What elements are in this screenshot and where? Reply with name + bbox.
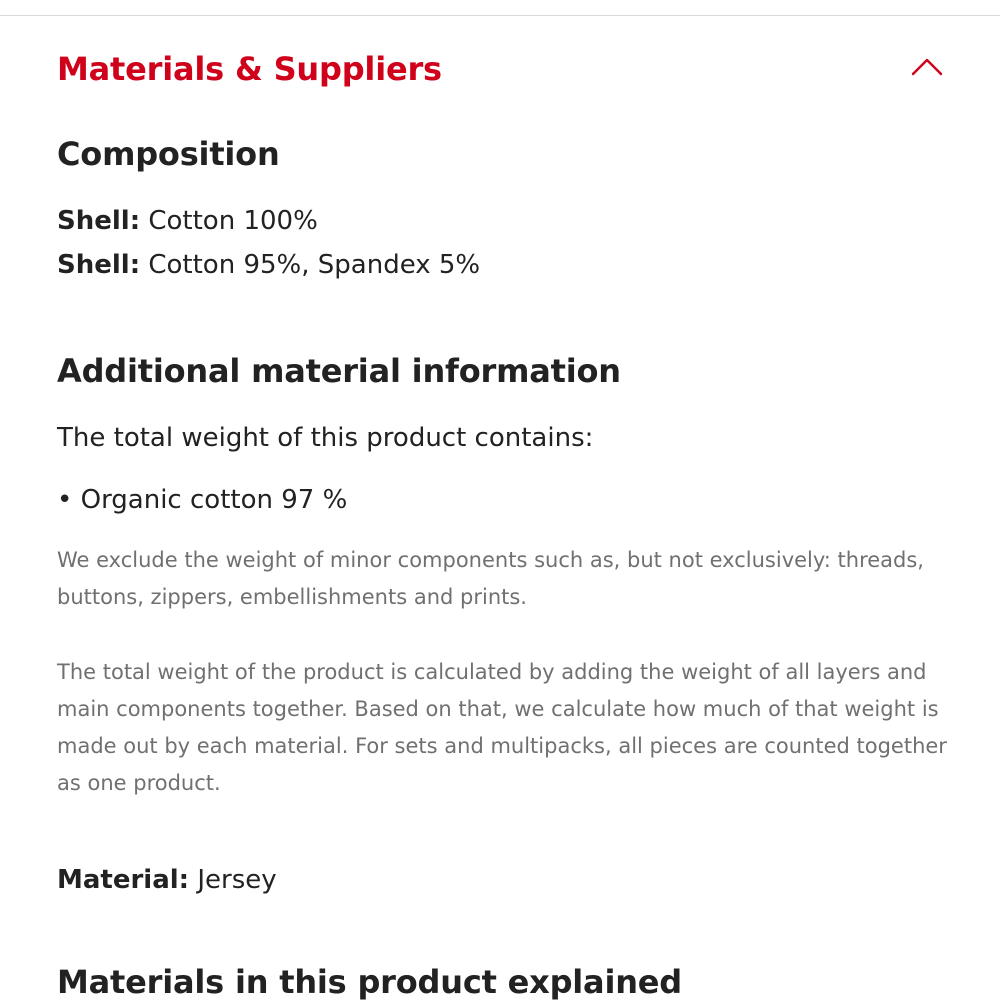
composition-heading: Composition — [57, 135, 280, 173]
material-value: Jersey — [197, 865, 277, 895]
material-label: Material: — [57, 865, 190, 895]
chevron-up-icon[interactable] — [909, 54, 945, 78]
weight-calculation-note: The total weight of the product is calculated by adding the weight of all layers and main components together. Based on that, we calculate how much of that weight is made out by each material. For sets and multipacks, all pieces are counted together as one product. — [57, 660, 947, 795]
weight-intro-text: The total weight of this product contains: — [57, 423, 594, 453]
composition-label: Shell: — [57, 250, 141, 280]
additional-material-heading: Additional material information — [57, 352, 621, 390]
organic-cotton-bullet: • Organic cotton 97 % — [57, 485, 348, 515]
accordion-title: Materials & Suppliers — [57, 50, 442, 88]
composition-value: Cotton 95%, Spandex 5% — [148, 250, 481, 280]
materials-suppliers-accordion-header[interactable] — [0, 40, 1000, 104]
composition-value: Cotton 100% — [148, 206, 318, 236]
composition-line — [57, 250, 480, 280]
material-line — [57, 865, 277, 895]
materials-explained-heading: Materials in this product explained — [57, 963, 683, 1000]
composition-line — [57, 206, 318, 236]
composition-label: Shell: — [57, 206, 141, 236]
minor-components-note: We exclude the weight of minor components such as, but not exclusively: threads, buttons, zippers, embellishments and prints. — [57, 548, 924, 609]
top-divider — [0, 15, 1000, 16]
